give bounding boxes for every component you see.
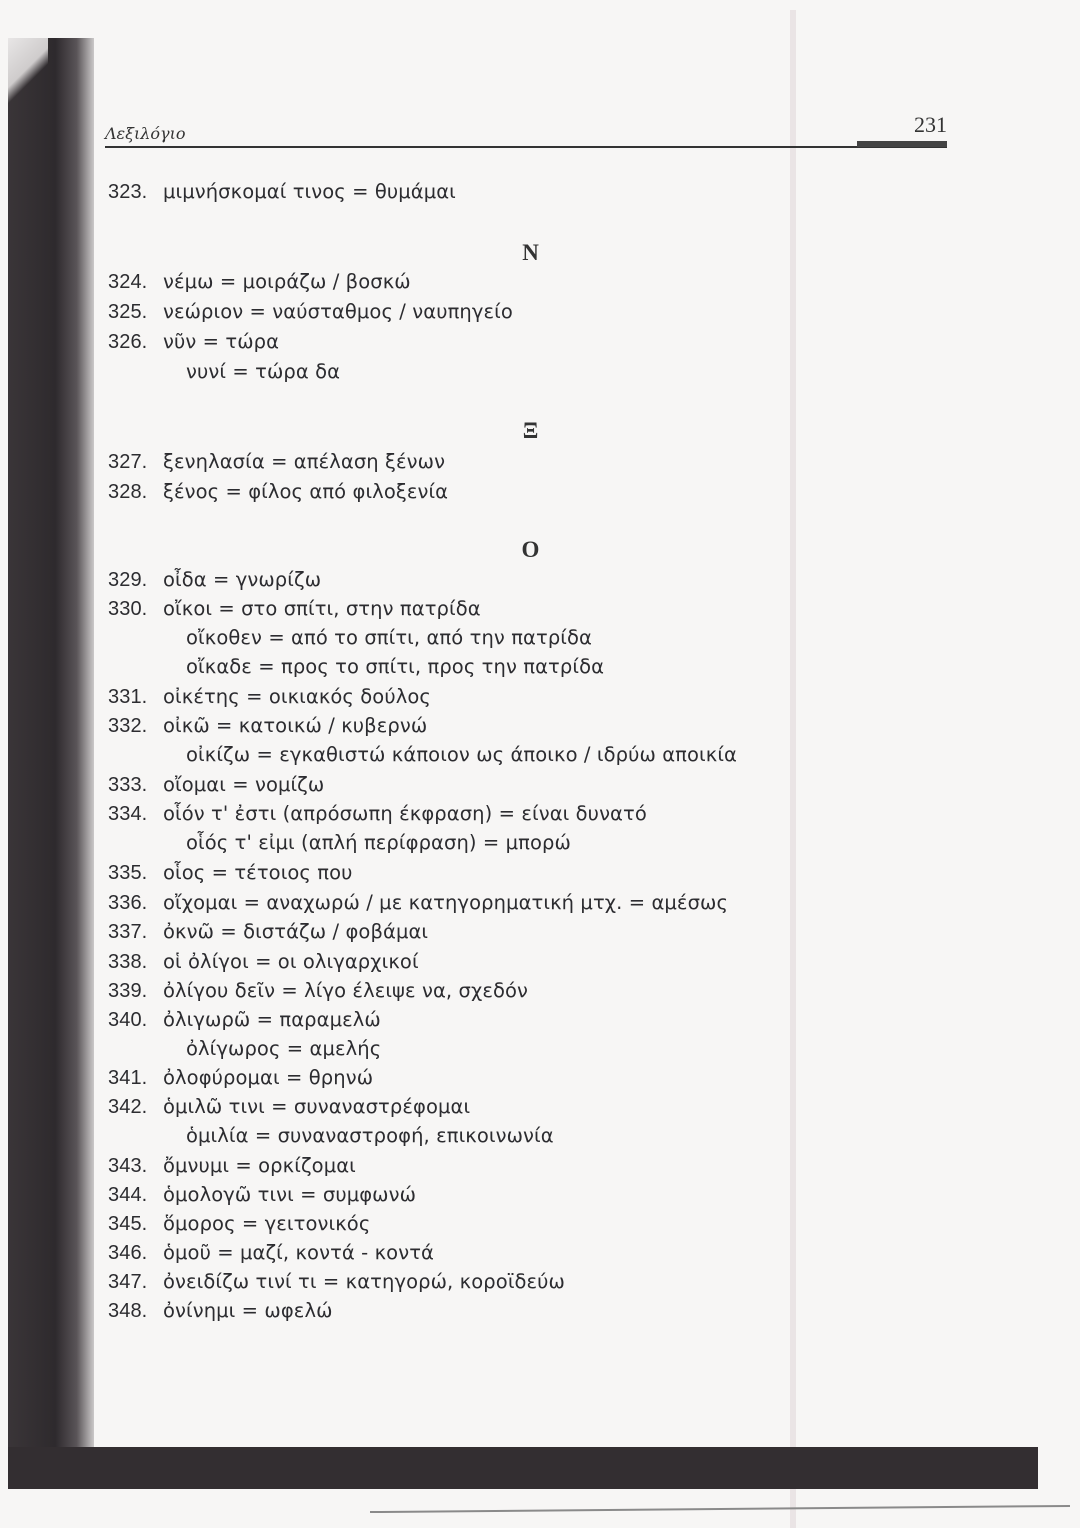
entry-335: 335. οἷος = τέτοιος που	[108, 861, 353, 884]
entry-338: 338. οἱ ὀλίγοι = οι ολιγαρχικοί	[108, 950, 419, 973]
entry-342: 342. ὁμιλῶ τινι = συναναστρέφομαι	[108, 1095, 471, 1118]
entry-337: 337. ὀκνῶ = διστάζω / φοβάμαι	[108, 920, 429, 943]
entry-340-sub: ὀλίγωρος = αμελής	[186, 1037, 382, 1060]
entry-340: 340. ὀλιγωρῶ = παραμελώ	[108, 1008, 381, 1031]
entry-339: 339. ὀλίγου δεῖν = λίγο έλειψε να, σχεδόν	[108, 979, 529, 1002]
entry-343: 343. ὄμνυμι = ορκίζομαι	[108, 1154, 356, 1177]
bottom-scan-shadow	[8, 1447, 1038, 1489]
entry-325: 325. νεώριον = ναύσταθμος / ναυπηγείο	[108, 300, 513, 323]
entry-330-sub-1: οἴκοθεν = από το σπίτι, από την πατρίδα	[186, 626, 592, 649]
entry-334-sub: οἷός τ' εἰμι (απλή περίφραση) = μπορώ	[186, 831, 571, 854]
entry-328: 328. ξένος = φίλος από φιλοξενία	[108, 480, 449, 503]
running-header	[105, 112, 947, 148]
entry-345: 345. ὅμορος = γειτονικός	[108, 1212, 371, 1235]
entry-333: 333. οἴομαι = νομίζω	[108, 773, 325, 796]
entry-341: 341. ὀλοφύρομαι = θρηνώ	[108, 1066, 374, 1089]
entry-327: 327. ξενηλασία = απέλαση ξένων	[108, 450, 446, 473]
binding-shadow	[8, 38, 94, 1458]
entry-344: 344. ὁμολογῶ τινι = συμφωνώ	[108, 1183, 417, 1206]
header-rule-accent	[857, 141, 947, 147]
running-title: Λεξιλόγιο	[105, 124, 186, 143]
entry-332: 332. οἰκῶ = κατοικώ / κυβερνώ	[108, 714, 428, 737]
entry-332-sub: οἰκίζω = εγκαθιστώ κάποιον ως άποικο / ιδρύω αποικία	[186, 743, 737, 766]
entry-342-sub: ὁμιλία = συναναστροφή, επικοινωνία	[186, 1124, 554, 1147]
entry-330-sub-2: οἴκαδε = προς το σπίτι, προς την πατρίδα	[186, 655, 605, 678]
entry-347: 347. ὀνειδίζω τινί τι = κατηγορώ, κοροϊδεύω	[108, 1270, 565, 1293]
page-number: 231	[914, 112, 947, 137]
entry-334: 334. οἷόν τ' ἐστι (απρόσωπη έκφραση) = είναι δυνατό	[108, 802, 647, 825]
binding-corner	[8, 38, 48, 108]
section-letter-xi: Ξ	[522, 418, 539, 443]
section-letter-nu: Ν	[522, 240, 539, 265]
entry-324: 324. νέμω = μοιράζω / βοσκώ	[108, 270, 411, 293]
entry-329: 329. οἶδα = γνωρίζω	[108, 568, 322, 591]
header-rule	[105, 146, 947, 148]
entry-330: 330. οἴκοι = στο σπίτι, στην πατρίδα	[108, 597, 481, 620]
entry-336: 336. οἴχομαι = αναχωρώ / με κατηγορηματική μτχ. = αμέσως	[108, 891, 729, 914]
page-fold-line	[790, 10, 796, 1528]
section-letter-omicron: Ο	[521, 537, 540, 562]
entry-331: 331. οἰκέτης = οικιακός δούλος	[108, 685, 431, 708]
entry-346: 346. ὁμοῦ = μαζί, κοντά - κοντά	[108, 1241, 435, 1264]
entry-348: 348. ὀνίνημι = ωφελώ	[108, 1299, 333, 1322]
bottom-edge-line	[370, 1505, 1070, 1513]
entry-326: 326. νῦν = τώρα	[108, 330, 280, 353]
entry-323: 323. μιμνήσκομαί τινος = θυμάμαι	[108, 180, 456, 203]
entry-326-sub: νυνί = τώρα δα	[186, 360, 341, 383]
